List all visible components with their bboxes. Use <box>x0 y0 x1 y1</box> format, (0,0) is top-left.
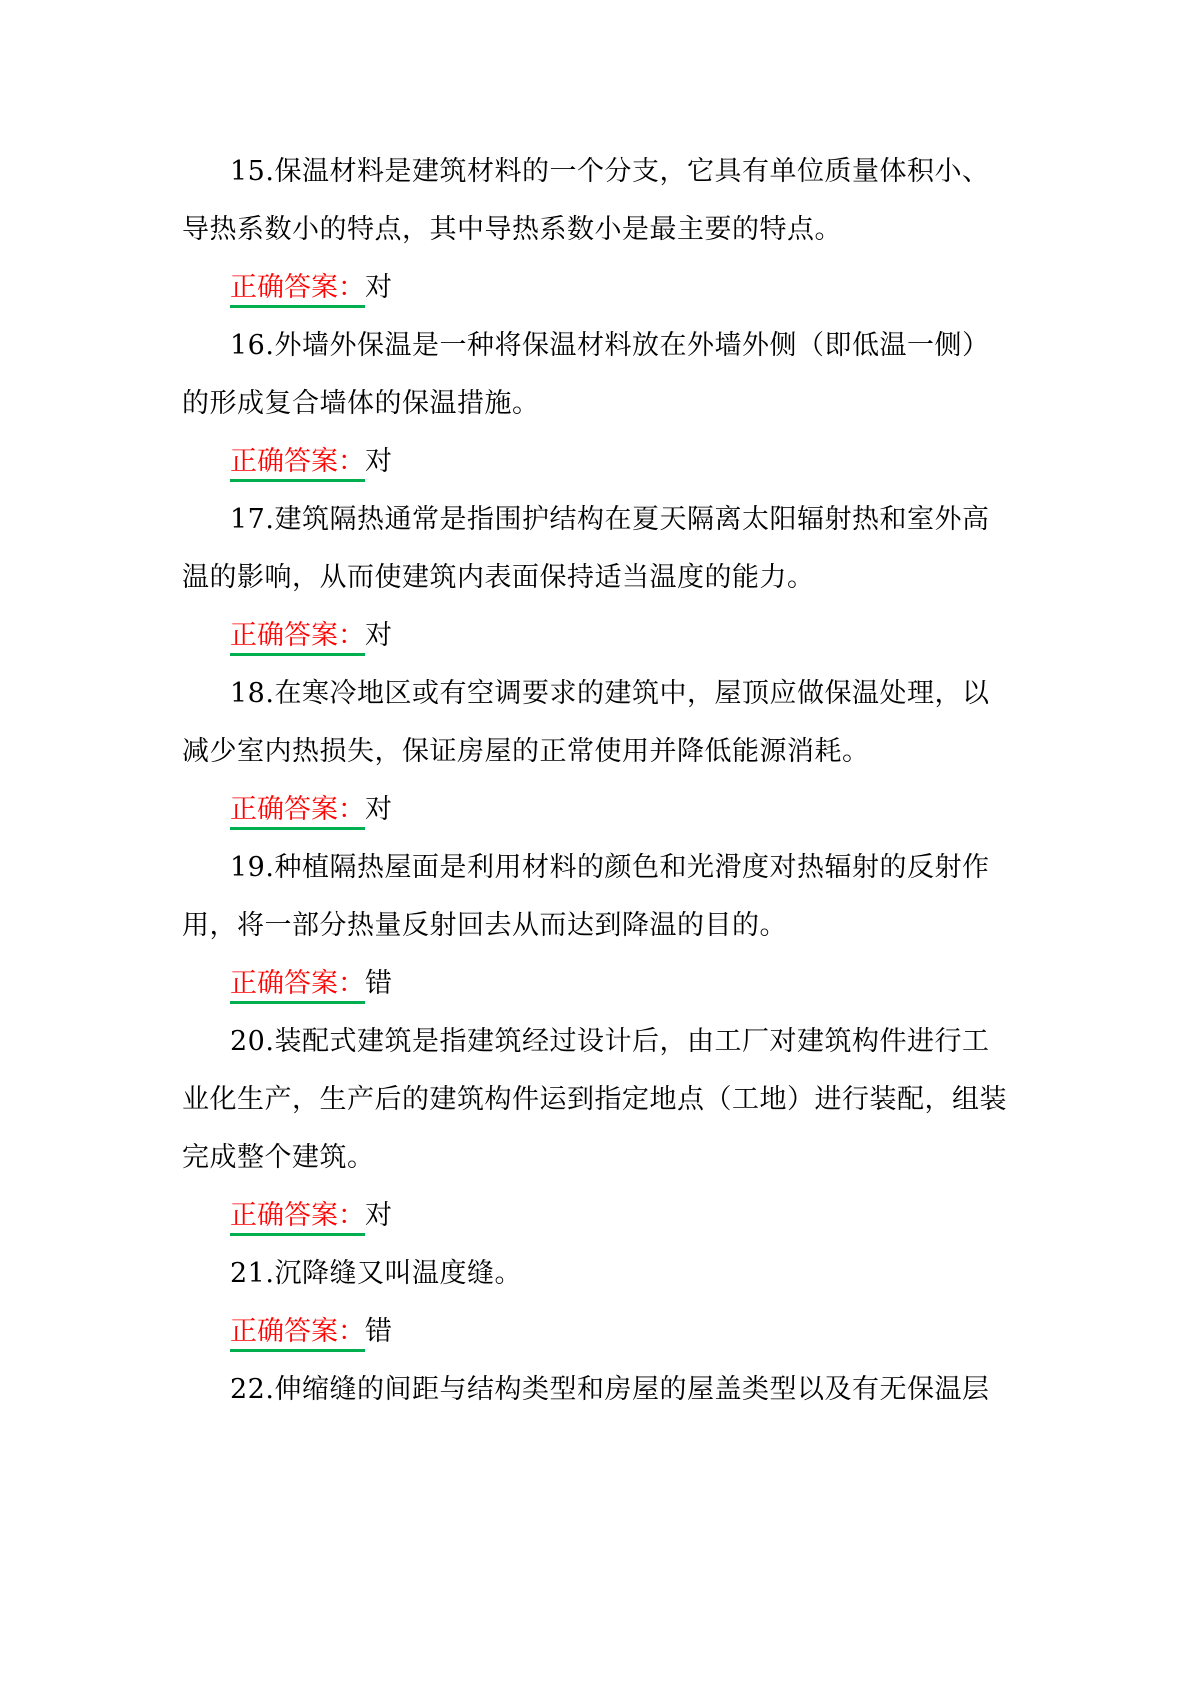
answer-value: 对 <box>365 272 392 303</box>
answer-label: 正确答案： <box>230 446 365 482</box>
answer-16 <box>230 442 392 482</box>
answer-value: 对 <box>365 446 392 477</box>
answer-label: 正确答案： <box>230 272 365 308</box>
question-18-line-2: 减少室内热损失，保证房屋的正常使用并降低能源消耗。 <box>182 736 870 767</box>
answer-value: 对 <box>365 620 392 651</box>
answer-value: 错 <box>365 968 392 999</box>
question-18-line-1: 18.在寒冷地区或有空调要求的建筑中，屋顶应做保温处理，以 <box>230 678 990 709</box>
question-15-line-2: 导热系数小的特点，其中导热系数小是最主要的特点。 <box>182 214 842 245</box>
answer-label: 正确答案： <box>230 794 365 830</box>
question-20-line-3: 完成整个建筑。 <box>182 1142 375 1173</box>
answer-17 <box>230 616 392 656</box>
question-19-line-2: 用，将一部分热量反射回去从而达到降温的目的。 <box>182 910 787 941</box>
question-19-line-1: 19.种植隔热屋面是利用材料的颜色和光滑度对热辐射的反射作 <box>230 852 990 883</box>
question-17-line-2: 温的影响，从而使建筑内表面保持适当温度的能力。 <box>182 562 815 593</box>
answer-18 <box>230 790 392 830</box>
question-22-line-1: 22.伸缩缝的间距与结构类型和房屋的屋盖类型以及有无保温层 <box>230 1374 990 1405</box>
answer-20 <box>230 1196 392 1236</box>
answer-value: 对 <box>365 1200 392 1231</box>
answer-21 <box>230 1312 392 1352</box>
answer-value: 对 <box>365 794 392 825</box>
question-21-line-1: 21.沉降缝又叫温度缝。 <box>230 1258 522 1289</box>
answer-label: 正确答案： <box>230 968 365 1004</box>
question-16-line-1: 16.外墙外保温是一种将保温材料放在外墙外侧（即低温一侧） <box>230 330 990 361</box>
question-17-line-1: 17.建筑隔热通常是指围护结构在夏天隔离太阳辐射热和室外高 <box>230 504 990 535</box>
answer-label: 正确答案： <box>230 1316 365 1352</box>
question-15-line-1: 15.保温材料是建筑材料的一个分支，它具有单位质量体积小、 <box>230 156 990 187</box>
question-16-line-2: 的形成复合墙体的保温措施。 <box>182 388 540 419</box>
question-20-line-1: 20.装配式建筑是指建筑经过设计后，由工厂对建筑构件进行工 <box>230 1026 990 1057</box>
answer-value: 错 <box>365 1316 392 1347</box>
answer-label: 正确答案： <box>230 620 365 656</box>
answer-15 <box>230 268 392 308</box>
answer-19 <box>230 964 392 1004</box>
question-20-line-2: 业化生产，生产后的建筑构件运到指定地点（工地）进行装配，组装 <box>182 1084 1007 1115</box>
answer-label: 正确答案： <box>230 1200 365 1236</box>
